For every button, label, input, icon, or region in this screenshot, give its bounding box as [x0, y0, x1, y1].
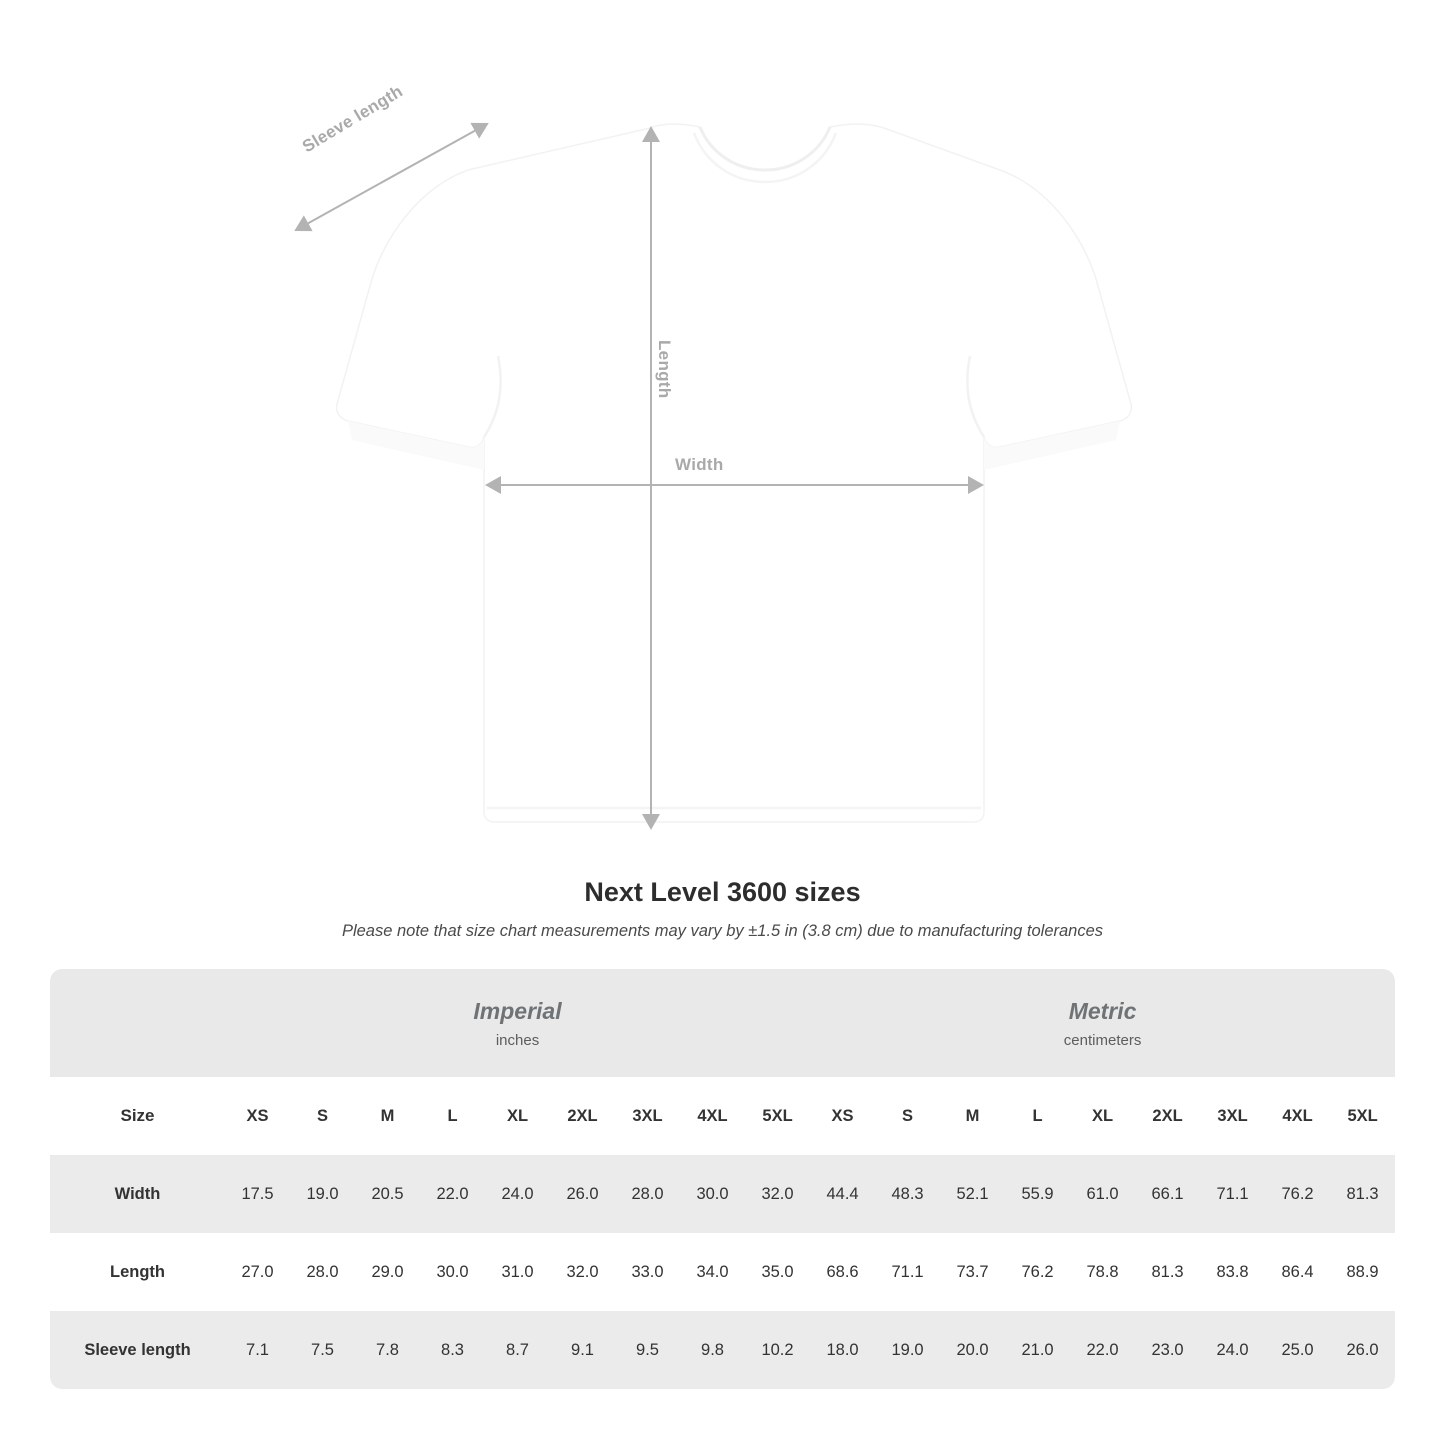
width-metric-m: 52.1	[940, 1155, 1005, 1233]
size-chart-table-wrapper	[50, 969, 1395, 1389]
length-imperial-xl: 31.0	[485, 1233, 550, 1311]
metric-header	[810, 969, 1395, 1077]
size-header-row	[50, 1077, 1395, 1155]
title-block	[0, 877, 1445, 941]
sleeve-metric-2xl: 23.0	[1135, 1311, 1200, 1389]
table-row-width	[50, 1155, 1395, 1233]
length-imperial-4xl: 34.0	[680, 1233, 745, 1311]
size-cell-imperial-l: L	[420, 1077, 485, 1155]
page-title: Next Level 3600 sizes	[584, 877, 861, 907]
width-imperial-s: 19.0	[290, 1155, 355, 1233]
width-metric-2xl: 66.1	[1135, 1155, 1200, 1233]
size-cell-metric-m: M	[940, 1077, 1005, 1155]
size-cell-imperial-m: M	[355, 1077, 420, 1155]
sleeve-imperial-m: 7.8	[355, 1311, 420, 1389]
size-cell-metric-2xl: 2XL	[1135, 1077, 1200, 1155]
size-cell-metric-l: L	[1005, 1077, 1070, 1155]
sleeve-metric-m: 20.0	[940, 1311, 1005, 1389]
length-imperial-xs: 27.0	[225, 1233, 290, 1311]
size-cell-imperial-xs: XS	[225, 1077, 290, 1155]
length-imperial-l: 30.0	[420, 1233, 485, 1311]
sleeve-length-label: Sleeve length	[299, 81, 407, 157]
size-table-body	[50, 969, 1395, 1389]
row-label-sleeve-length: Sleeve length	[50, 1311, 225, 1389]
tshirt-shape	[337, 124, 1132, 822]
size-cell-metric-4xl: 4XL	[1265, 1077, 1330, 1155]
sleeve-imperial-xl: 8.7	[485, 1311, 550, 1389]
sleeve-metric-l: 21.0	[1005, 1311, 1070, 1389]
width-imperial-xs: 17.5	[225, 1155, 290, 1233]
length-label: Length	[655, 340, 674, 399]
table-row-sleeve-length	[50, 1311, 1395, 1389]
length-metric-4xl: 86.4	[1265, 1233, 1330, 1311]
size-cell-imperial-2xl: 2XL	[550, 1077, 615, 1155]
length-imperial-2xl: 32.0	[550, 1233, 615, 1311]
sleeve-imperial-l: 8.3	[420, 1311, 485, 1389]
width-metric-xl: 61.0	[1070, 1155, 1135, 1233]
sleeve-imperial-3xl: 9.5	[615, 1311, 680, 1389]
imperial-unit-name: inches	[495, 1031, 540, 1049]
length-metric-2xl: 81.3	[1135, 1233, 1200, 1311]
sleeve-metric-4xl: 25.0	[1265, 1311, 1330, 1389]
length-metric-m: 73.7	[940, 1233, 1005, 1311]
length-metric-s: 71.1	[875, 1233, 940, 1311]
length-imperial-3xl: 33.0	[615, 1233, 680, 1311]
size-cell-imperial-4xl: 4XL	[680, 1077, 745, 1155]
length-metric-3xl: 83.8	[1200, 1233, 1265, 1311]
length-imperial-s: 28.0	[290, 1233, 355, 1311]
sleeve-metric-5xl: 26.0	[1330, 1311, 1395, 1389]
length-imperial-m: 29.0	[355, 1233, 420, 1311]
length-metric-xl: 78.8	[1070, 1233, 1135, 1311]
width-imperial-4xl: 30.0	[680, 1155, 745, 1233]
sleeve-imperial-5xl: 10.2	[745, 1311, 810, 1389]
size-cell-imperial-3xl: 3XL	[615, 1077, 680, 1155]
row-label-length: Length	[50, 1233, 225, 1311]
length-metric-5xl: 88.9	[1330, 1233, 1395, 1311]
unit-system-header-row	[50, 969, 1395, 1077]
sleeve-metric-s: 19.0	[875, 1311, 940, 1389]
size-chart-table	[50, 969, 1395, 1389]
width-imperial-m: 20.5	[355, 1155, 420, 1233]
unit-header-spacer	[50, 969, 225, 1077]
width-imperial-3xl: 28.0	[615, 1155, 680, 1233]
sleeve-imperial-xs: 7.1	[225, 1311, 290, 1389]
table-row-length	[50, 1233, 1395, 1311]
imperial-system-name: Imperial	[473, 997, 562, 1024]
tolerance-note: Please note that size chart measurements may vary by ±1.5 in (3.8 cm) due to manufacturing tolerances	[341, 922, 1104, 940]
size-cell-metric-xs: XS	[810, 1077, 875, 1155]
sleeve-metric-xl: 22.0	[1070, 1311, 1135, 1389]
length-metric-xs: 68.6	[810, 1233, 875, 1311]
size-cell-imperial-s: S	[290, 1077, 355, 1155]
length-imperial-5xl: 35.0	[745, 1233, 810, 1311]
width-metric-l: 55.9	[1005, 1155, 1070, 1233]
row-label-width: Width	[50, 1155, 225, 1233]
width-imperial-2xl: 26.0	[550, 1155, 615, 1233]
width-metric-3xl: 71.1	[1200, 1155, 1265, 1233]
metric-unit-name: centimeters	[1063, 1031, 1142, 1049]
width-metric-4xl: 76.2	[1265, 1155, 1330, 1233]
width-imperial-xl: 24.0	[485, 1155, 550, 1233]
size-cell-metric-s: S	[875, 1077, 940, 1155]
length-metric-l: 76.2	[1005, 1233, 1070, 1311]
width-metric-s: 48.3	[875, 1155, 940, 1233]
size-cell-metric-5xl: 5XL	[1330, 1077, 1395, 1155]
imperial-header	[225, 969, 810, 1077]
width-metric-5xl: 81.3	[1330, 1155, 1395, 1233]
width-metric-xs: 44.4	[810, 1155, 875, 1233]
size-cell-imperial-5xl: 5XL	[745, 1077, 810, 1155]
metric-system-name: Metric	[1068, 997, 1137, 1024]
size-cell-metric-3xl: 3XL	[1200, 1077, 1265, 1155]
size-cell-imperial-xl: XL	[485, 1077, 550, 1155]
sleeve-metric-xs: 18.0	[810, 1311, 875, 1389]
sleeve-imperial-2xl: 9.1	[550, 1311, 615, 1389]
size-cell-metric-xl: XL	[1070, 1077, 1135, 1155]
size-row-label: Size	[50, 1077, 225, 1155]
width-imperial-l: 22.0	[420, 1155, 485, 1233]
sleeve-imperial-s: 7.5	[290, 1311, 355, 1389]
sleeve-imperial-4xl: 9.8	[680, 1311, 745, 1389]
width-imperial-5xl: 32.0	[745, 1155, 810, 1233]
width-label: Width	[675, 455, 724, 474]
sleeve-metric-3xl: 24.0	[1200, 1311, 1265, 1389]
